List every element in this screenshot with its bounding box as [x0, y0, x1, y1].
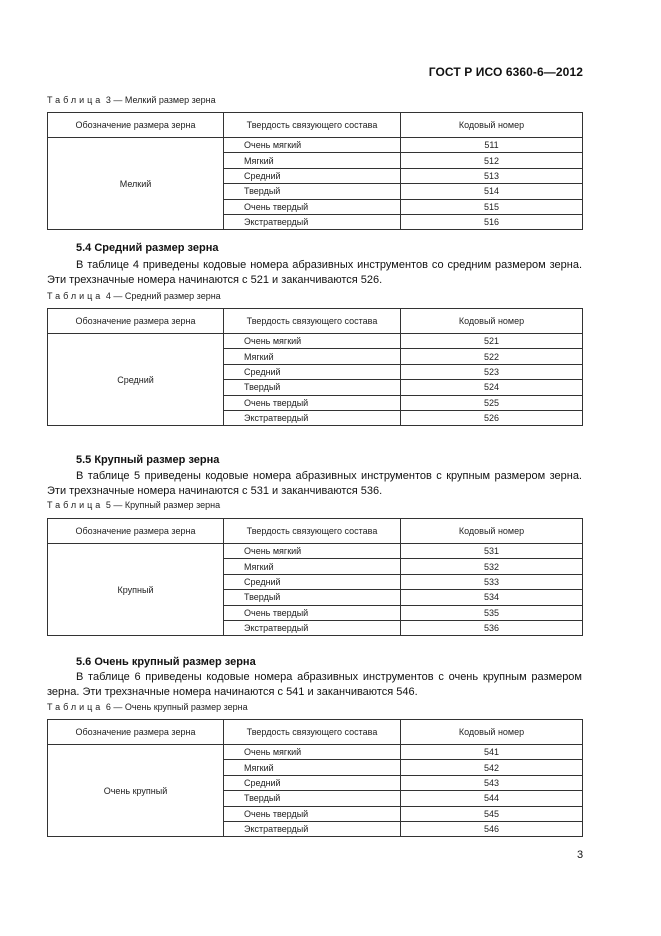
hardness-cell: Твердый	[224, 590, 401, 605]
column-header-hardness: Твердость связующего состава	[224, 309, 401, 334]
table-number: 3	[105, 95, 111, 105]
hardness-cell: Средний	[224, 364, 401, 379]
table-title: — Очень крупный размер зерна	[113, 702, 248, 712]
grain-table	[47, 518, 583, 636]
column-header-code: Кодовый номер	[401, 720, 583, 745]
table-row	[48, 334, 583, 349]
code-cell: 543	[401, 775, 583, 790]
column-header-code: Кодовый номер	[401, 113, 583, 138]
table-title: — Средний размер зерна	[113, 291, 221, 301]
table-word: Таблица	[47, 291, 104, 301]
table-row	[48, 544, 583, 559]
table-caption	[47, 702, 248, 712]
code-cell: 522	[401, 349, 583, 364]
hardness-cell: Очень твердый	[224, 395, 401, 410]
page-number: 3	[577, 849, 584, 861]
column-header-grain: Обозначение размера зерна	[48, 113, 224, 138]
document-header: ГОСТ Р ИСО 6360-6—2012	[428, 65, 583, 79]
section-title: 5.6 Очень крупный размер зерна	[76, 656, 256, 668]
table-word: Таблица	[47, 702, 104, 712]
hardness-cell: Очень мягкий	[224, 745, 401, 760]
code-cell: 526	[401, 410, 583, 425]
grain-size-cell: Очень крупный	[48, 745, 224, 837]
table-number: 4	[105, 291, 111, 301]
column-header-hardness: Твердость связующего состава	[224, 519, 401, 544]
hardness-cell: Очень твердый	[224, 199, 401, 214]
code-cell: 531	[401, 544, 583, 559]
grain-table	[47, 719, 583, 837]
code-cell: 513	[401, 168, 583, 183]
hardness-cell: Мягкий	[224, 559, 401, 574]
code-cell: 512	[401, 153, 583, 168]
code-cell: 524	[401, 380, 583, 395]
grain-table	[47, 112, 583, 230]
column-header-grain: Обозначение размера зерна	[48, 720, 224, 745]
hardness-cell: Мягкий	[224, 760, 401, 775]
hardness-cell: Очень твердый	[224, 806, 401, 821]
column-header-grain: Обозначение размера зерна	[48, 309, 224, 334]
hardness-cell: Твердый	[224, 380, 401, 395]
section-title: 5.5 Крупный размер зерна	[76, 454, 220, 466]
hardness-cell: Экстратвердый	[224, 214, 401, 229]
code-cell: 514	[401, 184, 583, 199]
table-header-row	[48, 309, 583, 334]
table-word: Таблица	[47, 500, 104, 510]
table-number: 5	[105, 500, 111, 510]
hardness-cell: Экстратвердый	[224, 821, 401, 836]
section-title: 5.4 Средний размер зерна	[76, 242, 219, 254]
table-word: Таблица	[47, 95, 104, 105]
code-cell: 532	[401, 559, 583, 574]
code-cell: 533	[401, 574, 583, 589]
table-title: — Мелкий размер зерна	[113, 95, 216, 105]
table-row	[48, 745, 583, 760]
section-paragraph: В таблице 5 приведены кодовые номера абразивных инструментов с крупным размером зерна. Эти трехзначные номера начинаются с 531 и заканчиваются 536.	[47, 470, 582, 497]
column-header-hardness: Твердость связующего состава	[224, 720, 401, 745]
section-paragraph: В таблице 4 приведены кодовые номера абразивных инструментов со средним размером зерна. Эти трехзначные номера начинаются с 521 и заканчиваются 526.	[47, 259, 582, 286]
section-paragraph: В таблице 6 приведены кодовые номера абразивных инструментов с очень крупным размером зерна. Эти трехзначные номера начинаются с 541 и заканчиваются 546.	[47, 671, 582, 698]
column-header-grain: Обозначение размера зерна	[48, 519, 224, 544]
table-caption	[47, 500, 220, 510]
code-cell: 546	[401, 821, 583, 836]
grain-size-cell: Мелкий	[48, 138, 224, 230]
hardness-cell: Очень мягкий	[224, 544, 401, 559]
hardness-cell: Средний	[224, 168, 401, 183]
grain-size-cell: Крупный	[48, 544, 224, 636]
table-header-row	[48, 519, 583, 544]
hardness-cell: Мягкий	[224, 349, 401, 364]
table-header-row	[48, 113, 583, 138]
hardness-cell: Средний	[224, 775, 401, 790]
hardness-cell: Твердый	[224, 184, 401, 199]
grain-size-cell: Средний	[48, 334, 224, 426]
code-cell: 542	[401, 760, 583, 775]
code-cell: 541	[401, 745, 583, 760]
code-cell: 523	[401, 364, 583, 379]
column-header-code: Кодовый номер	[401, 309, 583, 334]
column-header-code: Кодовый номер	[401, 519, 583, 544]
hardness-cell: Экстратвердый	[224, 620, 401, 635]
code-cell: 535	[401, 605, 583, 620]
table-header-row	[48, 720, 583, 745]
code-cell: 511	[401, 138, 583, 153]
column-header-hardness: Твердость связующего состава	[224, 113, 401, 138]
code-cell: 516	[401, 214, 583, 229]
table-caption	[47, 291, 221, 301]
table-number: 6	[105, 702, 111, 712]
table-title: — Крупный размер зерна	[113, 500, 221, 510]
hardness-cell: Экстратвердый	[224, 410, 401, 425]
code-cell: 534	[401, 590, 583, 605]
hardness-cell: Очень твердый	[224, 605, 401, 620]
hardness-cell: Очень мягкий	[224, 138, 401, 153]
hardness-cell: Очень мягкий	[224, 334, 401, 349]
code-cell: 536	[401, 620, 583, 635]
table-caption	[47, 95, 216, 105]
hardness-cell: Мягкий	[224, 153, 401, 168]
code-cell: 525	[401, 395, 583, 410]
code-cell: 545	[401, 806, 583, 821]
hardness-cell: Твердый	[224, 791, 401, 806]
code-cell: 521	[401, 334, 583, 349]
table-row	[48, 138, 583, 153]
code-cell: 515	[401, 199, 583, 214]
hardness-cell: Средний	[224, 574, 401, 589]
code-cell: 544	[401, 791, 583, 806]
grain-table	[47, 308, 583, 426]
